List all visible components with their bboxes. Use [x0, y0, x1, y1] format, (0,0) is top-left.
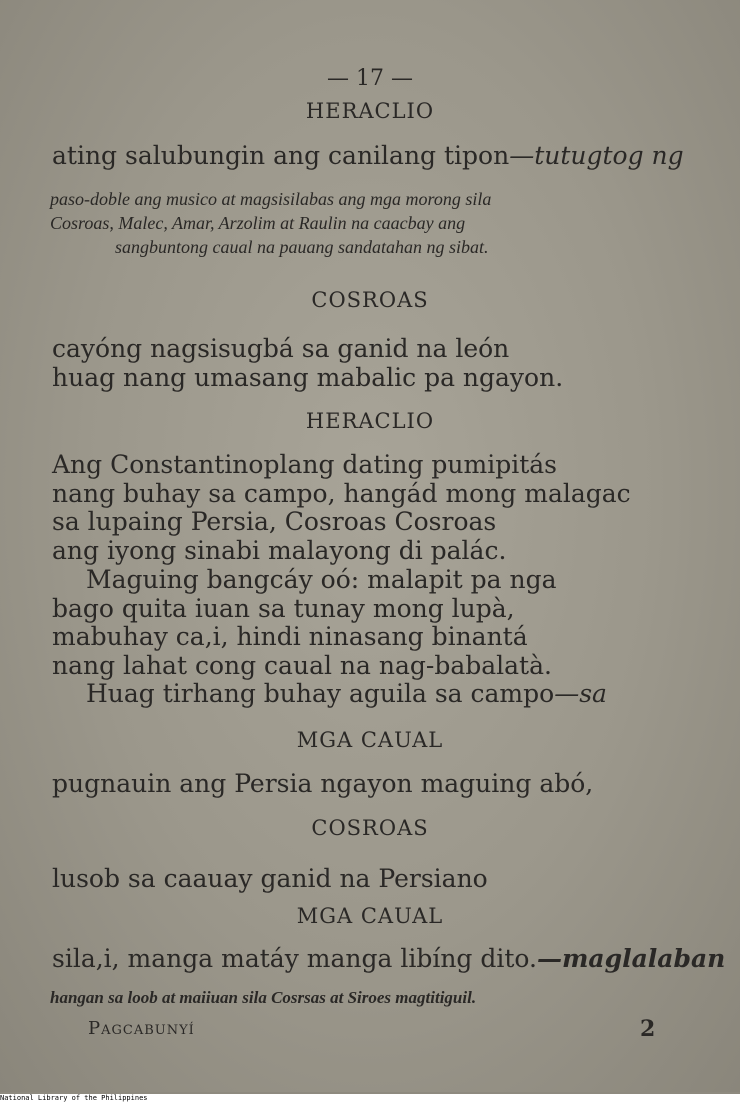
speaker-cosroas: COSROAS [311, 816, 429, 840]
speaker-mga-caual: MGA CAUAL [296, 728, 444, 752]
page-number: — 17 — [327, 66, 413, 91]
stage-direction: paso-doble ang musico at magsisilabas ang mga morong sila [50, 189, 492, 209]
speaker-cosroas: COSROAS [311, 288, 429, 312]
verse-line: bago quita iuan sa tunay mong lupà, [52, 594, 515, 623]
verse-line [52, 944, 725, 973]
stage-direction-start: —maglalaban [536, 944, 726, 973]
verse-line: Ang Constantinoplang dating pumipitás [52, 450, 558, 479]
verse-line: nang lahat cong caual na nag-babalatà. [52, 651, 552, 680]
verse-line: sa lupaing Persia, Cosroas Cosroas [52, 507, 497, 536]
stage-direction: hangan sa loob at maiiuan sila Cosrsas at Siroes magtitiguil. [50, 988, 477, 1007]
stage-direction-start: —sa [554, 679, 607, 708]
stage-direction: sangbuntong caual na pauang sandatahan ng sibat. [115, 237, 489, 257]
stage-direction-start: —tutugtog ng [509, 141, 684, 170]
library-credit: National Library of the Philippines [0, 1094, 740, 1103]
sheet-number: 2 [640, 1016, 656, 1042]
verse-text: ating salubungin ang canilang tipon [52, 141, 510, 170]
verse-line [86, 679, 607, 708]
verse-line [52, 141, 684, 170]
signature-mark: Pagcabunyí [88, 1018, 195, 1039]
verse-line: mabuhay ca,i, hindi ninasang binantá [52, 622, 528, 651]
speaker-mga-caual: MGA CAUAL [296, 904, 444, 928]
verse-text: sila,i, manga matáy manga libíng dito. [52, 944, 537, 973]
verse-text: Huag tirhang buhay aguila sa campo [86, 679, 555, 708]
verse-line: cayóng nagsisugbá sa ganid na león [52, 334, 510, 363]
speaker-heraclio: HERACLIO [305, 99, 435, 123]
verse-line: lusob sa caauay ganid na Persiano [52, 864, 488, 893]
verse-line: nang buhay sa campo, hangád mong malagac [52, 479, 631, 508]
verse-line: pugnauin ang Persia ngayon maguing abó, [52, 769, 594, 798]
verse-line: ang iyong sinabi malayong di palác. [52, 536, 507, 565]
verse-line: huag nang umasang mabalic pa ngayon. [52, 363, 564, 392]
verse-line: Maguing bangcáy oó: malapit pa nga [86, 565, 557, 594]
speaker-heraclio: HERACLIO [305, 409, 435, 433]
stage-direction: Cosroas, Malec, Amar, Arzolim at Raulin na caacbay ang [50, 213, 466, 233]
